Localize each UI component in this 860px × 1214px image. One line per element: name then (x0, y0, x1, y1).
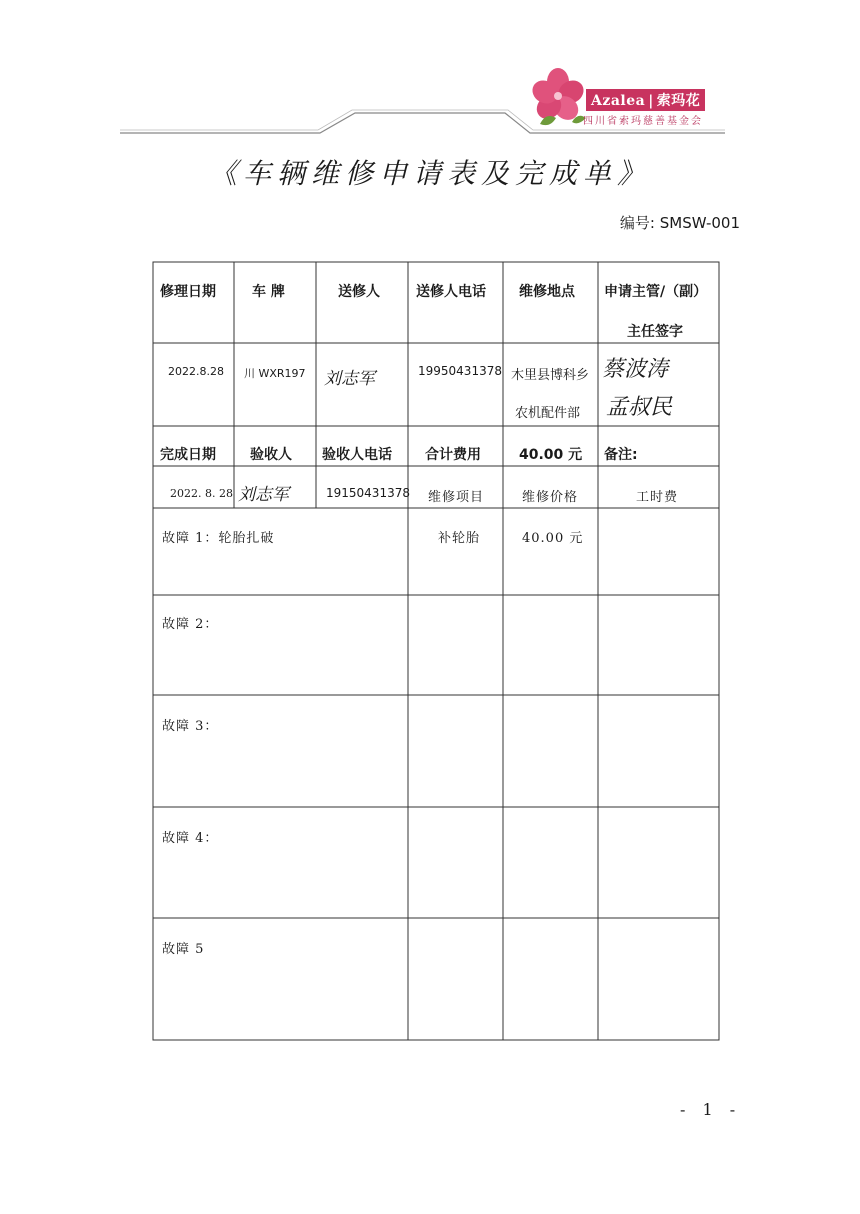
header-repair-date: 修理日期 (160, 284, 216, 300)
header-labor-fee: 工时费 (636, 490, 679, 505)
sender-phone-value: 19950431378 (418, 364, 502, 378)
document-title: 《车辆维修申请表及完成单》 (208, 157, 651, 190)
header-approver-line1: 申请主管/（副） (604, 284, 708, 300)
fault-1-item: 补轮胎 (438, 531, 481, 546)
header-repair-item: 维修项目 (428, 490, 485, 505)
fault-1-label: 故障 1：轮胎扎破 (162, 531, 275, 546)
header-inspector: 验收人 (250, 447, 292, 463)
header-total-label: 合计费用 (425, 447, 481, 463)
header-sender-phone: 送修人电话 (416, 284, 486, 300)
inspector-phone-value: 19150431378 (326, 486, 410, 500)
approver-signature-2: 孟叔民 (606, 395, 673, 420)
fault-1-price: 40.00 元 (522, 531, 584, 546)
header-plate: 车 牌 (252, 284, 285, 300)
sender-signature: 刘志军 (324, 369, 375, 389)
fault-5-label: 故障 5 (162, 942, 205, 957)
complete-date-value: 2022. 8. 28 (170, 487, 233, 500)
logo-chinese: 索玛花 (656, 93, 701, 109)
inspector-signature: 刘志军 (238, 485, 289, 505)
header-inspector-phone: 验收人电话 (322, 447, 392, 463)
approver-signature-1: 蔡波涛 (602, 357, 669, 382)
plate-value: 川 WXR197 (244, 367, 306, 380)
header-repair-price: 维修价格 (522, 490, 579, 505)
logo-english: Azalea (591, 93, 646, 109)
fault-2-label: 故障 2： (162, 617, 219, 632)
header-sender: 送修人 (338, 284, 380, 300)
total-value: 40.00 元 (519, 447, 583, 463)
header-repair-location: 维修地点 (519, 284, 575, 300)
header-complete-date: 完成日期 (160, 447, 216, 463)
logo-organization: 四川省索玛慈善基金会 (583, 116, 703, 127)
document-number: 编号: SMSW-001 (619, 214, 740, 232)
page-number: - 1 - (680, 1100, 742, 1119)
header-remarks: 备注: (604, 447, 638, 463)
header-approver-line2: 主任签字 (627, 324, 683, 340)
location-line1: 木里县博科乡 (511, 368, 590, 383)
repair-date-value: 2022.8.28 (168, 365, 224, 378)
logo-wordmark: Azalea | 索玛花 (586, 89, 705, 111)
location-line2: 农机配件部 (515, 406, 581, 421)
fault-4-label: 故障 4： (162, 831, 219, 846)
fault-3-label: 故障 3： (162, 719, 219, 734)
